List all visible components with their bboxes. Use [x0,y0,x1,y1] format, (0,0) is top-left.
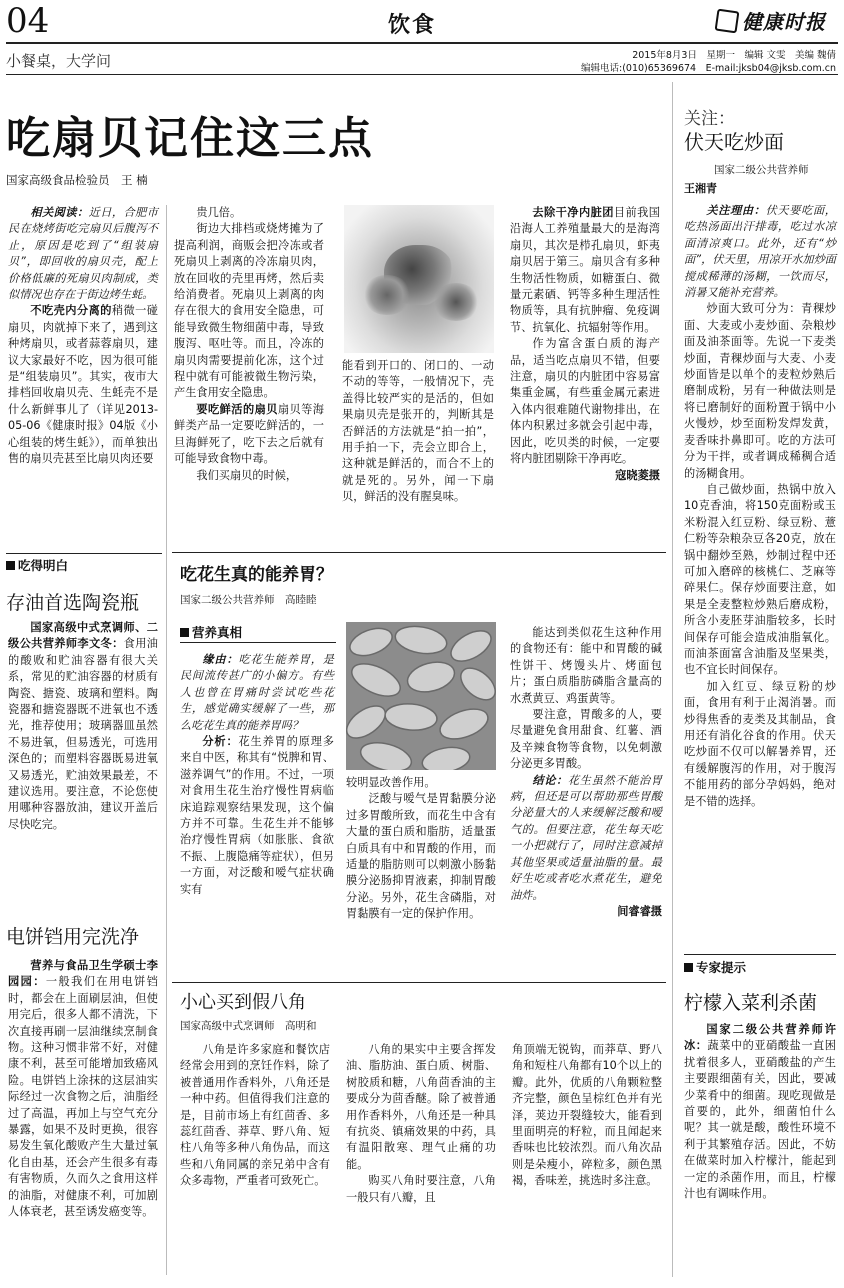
right-kicker: 关注： [684,109,735,129]
anise-col-3 [512,1042,662,1190]
paragraph-lead: 分析： [202,735,239,749]
newspaper-logo: 健康时报 [716,6,826,35]
paragraph [174,205,324,221]
left-col-body-2 [8,958,158,1221]
paragraph-text: 角顶端无锐钩，而莽草、野八角和短柱八角都有10个以上的瓣。此外，优质的八角颗粒整齐完整，颜色呈棕红色并有光泽，荚边开裂缝较大，能看到里面明亮的籽粒，而且闻起来香味也比较浓烈。而八角次品则是朵瘦小，碎粒多，颜色黑褐，香味差，挑选时多注意。 [512,1043,662,1188]
paragraph-lead: 去除干净内脏团 [532,206,614,219]
left-tag-rule [6,553,162,554]
paragraph [684,482,836,679]
paragraph-lead: 要吃鲜活的扇贝 [196,402,278,416]
paragraph [510,205,660,336]
peanut-tag: 营养真相 [180,623,242,641]
paragraph [512,1042,662,1190]
paragraph-text: 伏天要吃面，吃热汤面出汗排毒，吃过水凉面清凉爽口。此外，还有“炒面”，伏天里，用凉开水加炒面搅成稀薄的汤糊，一饮而尽，消暑又能补充营养。 [684,204,836,300]
paragraph [684,203,836,301]
paragraph-lead: 结论： [532,773,568,787]
main-byline: 国家高级食品检验员 王 楠 [6,173,148,187]
paragraph-text: 加入红豆、绿豆粉的炒面，食用有利于止渴消暑。而炒得焦香的麦类及其制品，食用还有消化谷食的作用。伏天吃炒面不仅可以解暑养胃，还有缓解腹泻的作用，对于腹泻不能用药的部分孕妈妈，绝对是不错的选择。 [684,679,836,808]
right-title-2: 柠檬入菜利杀菌 [684,992,818,1014]
paragraph-text: 自己做炒面，热锅中放入10克香油，将150克面粉或玉米粉混入红豆粉、绿豆粉、薏仁粉等杂粮杂豆各20克，放在锅中翻炒至熟，炒制过程中还可加入磨碎的核桃仁、芝麻等碎果仁。保存炒面要注意，如果是全麦整粒炒熟后磨成粉，所含小麦胚芽油脂较多，长时间保存可能会造成油脂氧化。而油茶面富含油脂及坚果类，也不宜长时间保存。 [684,482,836,677]
contact-line: 编辑电话:(010)65369674 E-mail:jksb04@jksb.com.cn [581,63,836,74]
paragraph-lead: 相关阅读： [30,206,89,219]
paragraph [8,205,158,303]
main-headline: 吃扇贝记住这三点 [6,113,374,164]
paragraph-text: 食用油的酸败和贮油容器有很大关系，常见的贮油容器的材质有陶瓷、搪瓷、玻璃和塑料。陶瓷器和搪瓷器既不进氧也不透光，推荐使用；玻璃器皿虽然不易进氧，但易透光，可选用深色的；而塑料容器既易进氧又易透光，贮油效果最差，不建议选用。要注意，不论您使用哪种容器放油，建议开盖后尽快吃完。 [8,637,158,831]
scallop-photo [344,205,494,353]
right-body [684,203,836,810]
paragraph [8,958,158,1221]
paragraph [8,620,158,833]
square-bullet-icon [6,561,15,570]
paragraph [684,301,836,481]
peanut-col-1 [180,652,334,898]
divider-left [166,205,167,1275]
photo-credit: 间睿睿摄 [617,904,662,918]
paragraph-text: 作为富含蛋白质的海产品，适当吃点扇贝不错，但要注意，扇贝的内脏团中容易富集重金属，有些重金属元素进入体内很难随代谢物排出，在体内积累过多就会引起中毒，因此，吃贝类的时候，一定要将内脏团剔除干净再吃。 [510,337,660,466]
photo-credit: 寇晓菱摄 [615,468,660,482]
paragraph-text: 能达到类似花生这种作用的食物还有：能中和胃酸的碱性饼干、烤馒头片、烤面包片；蛋白质脂肪磷脂含量高的水煮黄豆、鸡蛋黄等。 [510,626,662,705]
paragraph-lead: 不吃壳内分离的 [30,304,112,318]
paragraph [510,336,660,467]
paragraph [342,358,494,506]
paragraph [510,707,662,773]
paragraph [684,1022,836,1202]
anise-col-1 [180,1042,330,1190]
peanut-col-2 [346,775,496,923]
paragraph-text: 购买八角时要注意，八角一般只有八瓣，且 [346,1174,496,1204]
anise-col-2 [346,1042,496,1206]
main-col-4 [510,205,660,484]
square-bullet-icon [684,963,693,972]
paragraph [8,303,158,467]
paragraph [174,468,324,484]
paragraph-text: 目前我国沿海人工养殖量最大的是海湾扇贝，其次是栉孔扇贝，虾夷扇贝居于第三。扇贝含有多种生物活性物质，如糖蛋白、微量元素硒、钙等多种生理活性物质等，具有抗肿瘤、免疫调节、抗氧化、抗辐射等作用。 [510,206,660,334]
paragraph-lead: 缘由： [202,653,239,666]
paragraph-text: 稍微一碰扇贝，肉就掉下来了，遇到这种烤扇贝，或者蒜蓉扇贝，建议大家最好不吃，因为很可能是“组装扇贝”。其实，夜市大排档回收扇贝壳、生蚝壳不是什么新鲜事儿了（详见2013-05-06《健康时报》04版《小心组装的烤生蚝》），而单独出售的扇贝壳甚至比扇贝肉还要 [8,304,158,466]
paragraph-text: 花生虽然不能治胃病，但还是可以帮助那些胃酸分泌量大的人来缓解泛酸和嗳气的。但要注意，花生每天吃一小把就行了，同时注意减掉其他坚果或适量油脂的量。最好生吃或者吃水煮花生，避免油炸。 [510,773,662,902]
paragraph-lead: 关注理由： [706,204,766,217]
paragraph [180,734,334,898]
paragraph [684,679,836,810]
paragraph-lead: 营养与食品卫生学硕士李园园： [8,959,158,989]
paragraph-text: 较明显改善作用。 [346,776,436,789]
paragraph [346,1173,496,1206]
paragraph-text: 花生养胃的原理多来自中医，称其有“悦脾和胃、滋养调气”的作用。不过，一项对食用生花生治疗慢性胃病临床追踪观察结果发现，这个偏方并不可靠。生花生并不能够治疗慢性胃病（如胀胀、食欲不振、上腹隐痛等症状），但另一方面，对泛酸和嗳气症状确实有 [180,735,334,896]
paragraph [180,1042,330,1190]
paragraph-text: 八角的果实中主要含挥发油、脂肪油、蛋白质、树脂、树胶质和糖，八角茴香油的主要成分为茴香醚。除了被普通用作香料外，八角还是一种具有抗炎、镇痛效果的中药，具有温阳散寒、理气止痛的功能。 [346,1043,496,1171]
square-bullet-icon [180,628,189,637]
paragraph-text: 泛酸与嗳气是胃黏膜分泌过多胃酸所致，而花生中含有大量的蛋白质和脂肪，适量蛋白质具有中和胃酸的作用，而适量的脂肪则可以刺激小肠黏膜分泌肠抑胃液素，抑制胃酸分泌。另外，花生含磷脂，对胃黏膜有一定的保护作用。 [346,792,496,921]
paragraph-text: 我们买扇贝的时候， [196,468,298,482]
main-col-1 [8,205,158,468]
right-title: 伏天吃炒面 [684,130,784,154]
logo-mark-icon [715,8,740,33]
paragraph-text: 近日，合肥市民在烧烤街吃完扇贝后腹泻不止，原因是吃到了“组装扇贝”，即回收的扇贝壳，配上价格低廉的死扇贝肉制成，类似情况也存在于街边烤生蚝。 [8,206,158,302]
paragraph [174,402,324,468]
paragraph-text: 贵几倍。 [196,206,242,219]
anise-byline: 国家高级中式烹调师 高明和 [180,1020,317,1032]
paragraph [510,773,662,904]
paragraph [180,652,334,734]
page-number: 04 [6,1,50,41]
anise-title: 小心买到假八角 [180,992,306,1013]
peanut-tag-rule [180,642,336,643]
right-body-2 [684,1022,836,1202]
paragraph-text: 蔬菜中的亚硝酸盐一直困扰着很多人，亚硝酸盐的产生主要跟细菌有关，因此，要减少菜肴中的细菌。现吃现做是首要的，此外，细菌怕什么呢？其一就是酸，酸性环境不利于其繁殖存活。因此，不妨在做菜时加入柠檬汁，能起到一定的杀菌作用，而且，柠檬汁也有调味作用。 [684,1039,836,1201]
section-title: 饮食 [388,13,437,38]
paragraph-text: 吃花生能养胃，是民间流传甚广的小偏方。有些人也曾在胃痛时尝试吃些花生，感觉确实缓解了一些，那么吃花生真的能养胃吗？ [180,653,334,732]
anise-top-rule [172,982,666,983]
right-author-role: 国家二级公共营养师 [714,164,809,176]
masthead-rule-2 [6,74,838,75]
main-col-3 [342,358,494,506]
paragraph-text: 扇贝等海鲜类产品一定要吃鲜活的，一旦海鲜死了，吃下去之后就有可能导致食物中毒。 [174,402,324,466]
right-tag: 专家提示 [684,958,746,976]
peanut-top-rule [172,552,666,553]
paragraph [346,1042,496,1173]
paragraph-text: 街边大排档或烧烤摊为了提高利润，商贩会把冷冻或者死扇贝上剥离的冷冻扇贝肉，放在回收的壳里再烤，然后卖给消费者。死扇贝上剥离的肉存在很大的食用安全隐患，可能导致微生物细菌中毒，导致腹泻、呕吐等。而且，冷冻的扇贝肉需要提前化冻，这个过程中就有可能被微生物污染，产生食用安全隐患。 [174,222,324,400]
divider-right [672,82,673,1277]
peanut-byline: 国家二级公共营养师 高睦睦 [180,594,317,606]
left-col-body-1 [8,620,158,833]
masthead-rule [6,42,838,44]
paragraph-text: 炒面大致可分为：青稞炒面、大麦或小麦炒面、杂粮炒面及油茶面等。先说一下麦类炒面，青稞炒面与大麦、小麦炒面皆是以单个的麦粒炒熟后磨制成粉，另有一种做法则是将已磨制好的面粉置于锅中小火慢炒，炒至面粉发焊发黄，麦香味扑鼻即可。吃的方法可分为干拌，或者调成稀稠合适的汤糊食用。 [684,302,836,480]
paragraph-text: 一般我们在用电饼铛时，都会在上面刷层油，但使用完后，很多人都不清洗，下次直接再刷一层油继续烹制食物。这种习惯非常不好，对健康不利，甚至可能增加致癌风险。电饼铛上涂抹的这层油实际经过一次食物之后，油脂经过了高温，再加上与空气充分暴露，如果不及时更换，很容易发生氧化酸败产生大量过氧化自由基，还会产生很多有毒有害物质，久而久之食用这样的油脂，对健康不利，可加剧人体衰老，甚至诱发癌变等。 [8,975,158,1219]
left-tag: 吃得明白 [6,556,68,574]
peanut-photo [346,622,496,770]
left-title-2: 电饼铛用完洗净 [6,926,140,948]
date-line: 2015年8月3日 星期一 编辑 文雯 美编 魏倩 [632,50,836,61]
paragraph-lead: 国家二级公共营养师许冰： [684,1023,836,1053]
right-author-name: 王湘青 [684,182,717,195]
left-title-1: 存油首选陶瓷瓶 [6,592,140,614]
peanut-photo-art [346,622,496,770]
paragraph [510,625,662,707]
paragraph-text: 八角是许多家庭和餐饮店经常会用到的烹饪作料，除了被普通用作香料外，八角还是一种中药。但值得我们注意的是，目前市场上有红茴香、多蕊红茴香、莽草、野八角、短柱八角等多种八角伪品，而这些和八角同属的亲兄弟中含有众多毒物，严重者可致死亡。 [180,1043,330,1188]
paragraph-text: 能看到开口的、闭口的、一动不动的等等，一般情况下，壳盖得比较严实的是活的，但如果扇贝壳是张开的，判断其是否鲜活的方法就是“拍一拍”，用手拍一下，壳会立即合上，这种就是鲜活的，而合不上的就是死的。另外，闻一下扇贝，鲜活的没有腥臭味。 [342,359,494,504]
right-tag-rule [684,954,836,955]
paragraph [174,221,324,401]
paragraph [346,791,496,922]
paragraph-lead: 国家高级中式烹调师、二级公共营养师李文冬： [8,621,158,651]
paragraph-text: 要注意，胃酸多的人，要尽量避免食用甜食、红薯、酒及辛辣食物等食物，以免刺激分泌更多胃酸。 [510,708,662,771]
peanut-col-3 [510,625,662,920]
column-name: 小餐桌，大学问 [6,52,112,70]
main-col-2 [174,205,324,484]
paragraph [346,775,496,791]
peanut-title: 吃花生真的能养胃？ [180,565,333,585]
